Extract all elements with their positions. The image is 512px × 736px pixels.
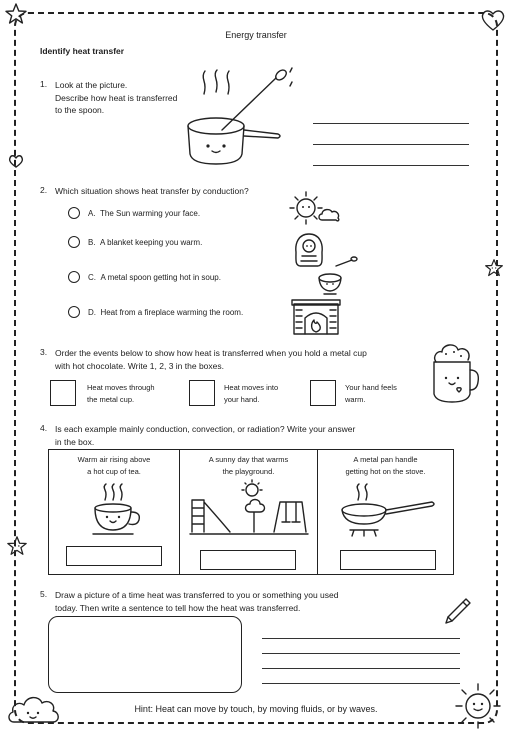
hint-text: Hint: Heat can move by touch, by moving fluids, or by waves. (134, 704, 378, 714)
pencil-icon (444, 597, 472, 625)
page-title: Energy transfer (225, 30, 287, 40)
sun-cloud-icon (286, 190, 342, 226)
example-cell-tea: Warm air rising above a hot cup of tea. (49, 450, 179, 574)
answer-box-tea[interactable] (66, 546, 162, 566)
question-number: 1. (40, 79, 48, 89)
option-b-radio[interactable] (68, 236, 80, 248)
answer-line (313, 123, 469, 124)
frying-pan-icon (340, 484, 436, 540)
answer-box-playground[interactable] (200, 550, 296, 570)
heart-icon (8, 154, 24, 168)
pot-with-spoon-icon (186, 70, 296, 170)
order-box-3[interactable] (310, 380, 336, 406)
answer-line (262, 638, 460, 639)
answer-line (262, 653, 460, 654)
order-box-1[interactable] (50, 380, 76, 406)
option-c-radio[interactable] (68, 271, 80, 283)
tea-cup-icon (89, 484, 141, 536)
fireplace-icon (292, 296, 340, 336)
answer-box-pan[interactable] (340, 550, 436, 570)
answer-line (262, 668, 460, 669)
question-number: 2. (40, 185, 48, 195)
option-b-label: B. A blanket keeping you warm. (88, 238, 203, 247)
example-table (48, 449, 454, 575)
question-4-text: Is each example mainly conduction, convection, or radiation? Write your answer in the box. (55, 424, 356, 447)
question-2-text: Which situation shows heat transfer by conduction? (55, 186, 249, 196)
star-icon (6, 535, 28, 557)
event-3-text: Your hand feels warm. (345, 383, 397, 404)
drawing-box[interactable] (48, 616, 242, 693)
question-3-text: Order the events below to show how heat is transferred when you hold a metal cup with hot chocolate. Write 1, 2, 3 in the boxes. (55, 348, 367, 371)
answer-line (313, 144, 469, 145)
star-icon (484, 258, 504, 278)
option-d-radio[interactable] (68, 306, 80, 318)
heart-icon (480, 8, 506, 32)
soup-bowl-icon (316, 262, 356, 296)
answer-line (313, 165, 469, 166)
playground-icon (190, 480, 308, 536)
option-a-radio[interactable] (68, 207, 80, 219)
option-c-label: C. A metal spoon getting hot in soup. (88, 273, 221, 282)
event-2-text: Heat moves into your hand. (224, 383, 279, 404)
section-subtitle: Identify heat transfer (40, 46, 125, 56)
event-1-text: Heat moves through the metal cup. (87, 383, 155, 404)
question-1-text: Look at the picture. Describe how heat is transferred to the spoon. (55, 80, 178, 115)
example-cell-pan: A metal pan handle getting hot on the stove. (317, 450, 453, 574)
answer-line (262, 683, 460, 684)
hot-chocolate-mug-icon (428, 340, 480, 404)
question-number: 4. (40, 423, 48, 433)
option-a-label: A. The Sun warming your face. (88, 209, 201, 218)
question-number: 5. (40, 589, 48, 599)
option-d-label: D. Heat from a fireplace warming the room. (88, 308, 244, 317)
example-cell-playground: A sunny day that warms the playground. (179, 450, 317, 574)
star-icon (4, 2, 28, 26)
order-box-2[interactable] (189, 380, 215, 406)
question-number: 3. (40, 347, 48, 357)
question-5-text: Draw a picture of a time heat was transferred to you or something you used today. Then write a sentence to tell how the heat was transferred. (55, 590, 339, 613)
